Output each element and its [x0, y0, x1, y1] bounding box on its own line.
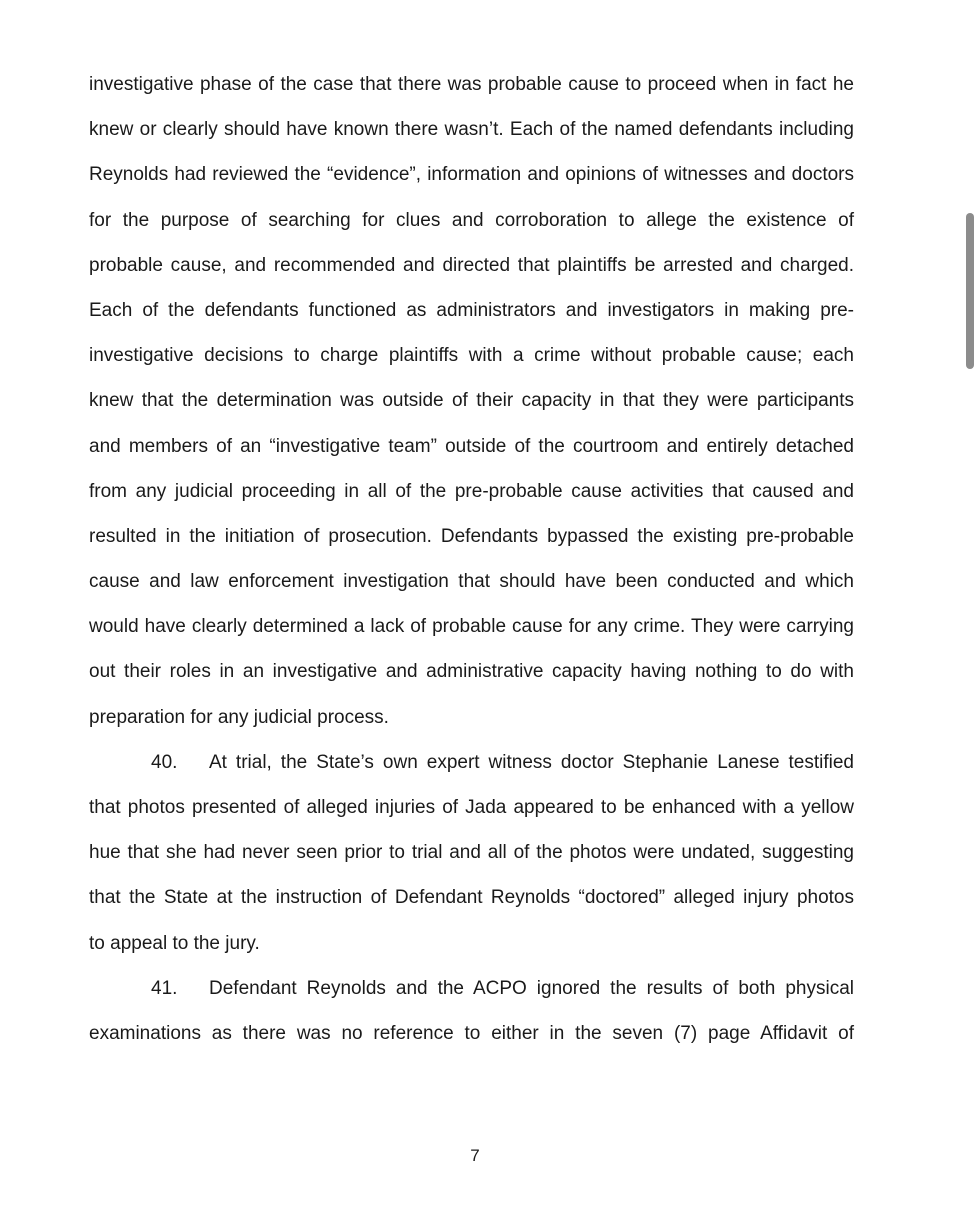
scrollbar-thumb[interactable] [966, 213, 974, 369]
text-line: that photos presented of alleged injuries of Jada appeared to be enhanced with a yellow [89, 797, 854, 818]
text-line: knew that the determination was outside of their capacity in that they were participants [89, 390, 854, 412]
text-line: and members of an “investigative team” outside of the courtroom and entirely detached [89, 435, 854, 457]
text-line: to appeal to the jury. [89, 932, 260, 954]
text-line: resulted in the initiation of prosecution. Defendants bypassed the existing pre-probable [89, 525, 854, 547]
text-line: would have clearly determined a lack of probable cause for any crime. They were carrying [89, 616, 854, 638]
text-line: from any judicial proceeding in all of the pre-probable cause activities that caused and [89, 480, 854, 502]
text-line: hue that she had never seen prior to trial and all of the photos were undated, suggesting [89, 842, 854, 864]
page-number: 7 [470, 1146, 480, 1165]
text-line: knew or clearly should have known there wasn’t. Each of the named defendants including [89, 119, 854, 141]
text-line: probable cause, and recommended and directed that plaintiffs be arrested and charged. [89, 254, 854, 276]
paragraph-text: Defendant Reynolds and the ACPO ignored the results of both physical [209, 977, 854, 999]
paragraph-40-first-line [89, 740, 854, 785]
paragraph-number: 40. [151, 751, 178, 773]
paragraph-text: At trial, the State’s own expert witness doctor Stephanie Lanese testified [209, 751, 854, 773]
text-line: Each of the defendants functioned as administrators and investigators in making pre- [89, 299, 854, 321]
paragraph-number: 41. [151, 977, 178, 999]
text-line: investigative phase of the case that there was probable cause to proceed when in fact he [89, 74, 854, 95]
text-line: that the State at the instruction of Defendant Reynolds “doctored” alleged injury photos [89, 887, 854, 909]
text-line: preparation for any judicial process. [89, 706, 389, 728]
document-body [89, 62, 854, 1056]
text-line: cause and law enforcement investigation that should have been conducted and which [89, 571, 854, 593]
text-line: out their roles in an investigative and administrative capacity having nothing to do with [89, 661, 854, 683]
paragraph-41-first-line [89, 966, 854, 1011]
text-line: Reynolds had reviewed the “evidence”, information and opinions of witnesses and doctors [89, 164, 854, 186]
text-line: examinations as there was no reference to either in the seven (7) page Affidavit of [89, 1022, 854, 1044]
text-line: investigative decisions to charge plaintiffs with a crime without probable cause; each [89, 345, 854, 367]
text-line: for the purpose of searching for clues and corroboration to allege the existence of [89, 209, 854, 231]
